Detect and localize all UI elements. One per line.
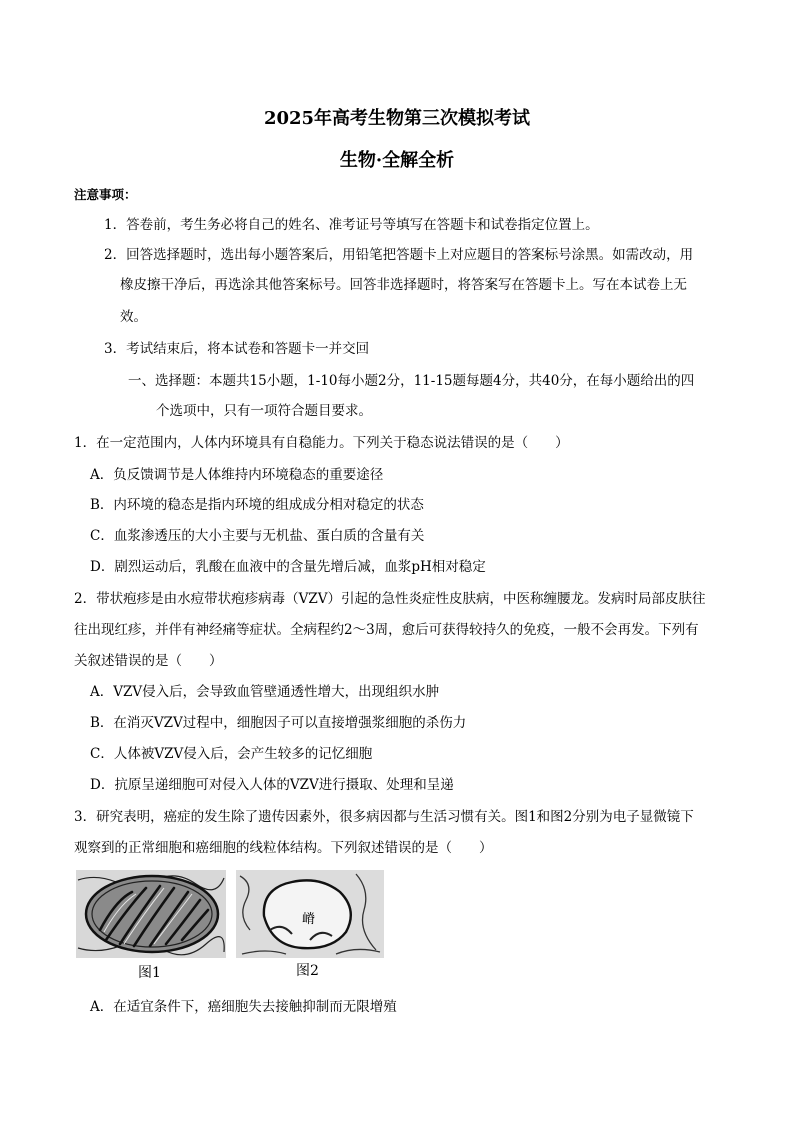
figure-2-label: 图2 bbox=[296, 963, 319, 979]
question-3-stem-cont: 观察到的正常细胞和癌细胞的线粒体结构。下列叙述错误的是（ ） bbox=[74, 840, 493, 856]
question-2-stem: 2．带状疱疹是由水痘带状疱疹病毒（VZV）引起的急性炎症性皮肤病，中医称缠腰龙。发病时局部皮肤往 bbox=[74, 591, 706, 607]
figure-1-normal-mitochondrion bbox=[76, 870, 226, 958]
question-2-option-c: C．人体被VZV侵入后，会产生较多的记忆细胞 bbox=[90, 746, 373, 762]
question-1-option-b: B．内环境的稳态是指内环境的组成成分相对稳定的状态 bbox=[90, 497, 424, 513]
question-2-stem-cont: 往出现红疹，并伴有神经痛等症状。全病程约2～3周，愈后可获得较持久的免疫，一般不会再发。下列有 bbox=[74, 622, 699, 638]
notice-item-1: 1．答卷前，考生务必将自己的姓名、准考证号等填写在答题卡和试卷指定位置上。 bbox=[104, 217, 599, 233]
notice-item-3: 3．考试结束后，将本试卷和答题卡一并交回 bbox=[104, 341, 370, 357]
question-2-stem-end: 关叙述错误的是（ ） bbox=[74, 653, 223, 669]
notice-item-2-cont: 橡皮擦干净后，再选涂其他答案标号。回答非选择题时，将答案写在答题卡上。写在本试卷上无 bbox=[120, 277, 687, 293]
section-instruction-cont: 个选项中，只有一项符合题目要求。 bbox=[156, 403, 372, 419]
question-1-option-d: D．剧烈运动后，乳酸在血液中的含量先增后减，血浆pH相对稳定 bbox=[90, 559, 486, 575]
notice-item-2: 2．回答选择题时，选出每小题答案后，用铅笔把答题卡上对应题目的答案标号涂黑。如需改动，用 bbox=[104, 247, 694, 263]
question-3-stem: 3．研究表明，癌症的发生除了遗传因素外，很多病因都与生活习惯有关。图1和图2分别为电子显微镜下 bbox=[74, 809, 694, 825]
exam-subtitle: 生物·全解全析 bbox=[339, 150, 455, 171]
exam-title: 2025年高考生物第三次模拟考试 bbox=[263, 108, 531, 129]
figure-2-crista-mark: 嵴 bbox=[302, 912, 316, 927]
section-instruction: 一、选择题：本题共15小题，1-10每小题2分，11-15题每题4分，共40分，在每小题给出的四 bbox=[128, 373, 695, 389]
notice-heading: 注意事项： bbox=[74, 187, 137, 202]
notice-item-2-end: 效。 bbox=[120, 309, 147, 325]
question-2-option-b: B．在消灭VZV过程中，细胞因子可以直接增强浆细胞的杀伤力 bbox=[90, 715, 467, 731]
question-2-option-d: D．抗原呈递细胞可对侵入人体的VZV进行摄取、处理和呈递 bbox=[90, 777, 454, 793]
figure-1-label: 图1 bbox=[138, 965, 161, 981]
question-1-stem: 1．在一定范围内，人体内环境具有自稳能力。下列关于稳态说法错误的是（ ） bbox=[74, 435, 569, 451]
question-3-option-a: A．在适宜条件下，癌细胞失去接触抑制而无限增殖 bbox=[90, 999, 397, 1015]
question-2-option-a: A．VZV侵入后，会导致血管壁通透性增大，出现组织水肿 bbox=[90, 684, 440, 700]
question-1-option-c: C．血浆渗透压的大小主要与无机盐、蛋白质的含量有关 bbox=[90, 528, 425, 544]
question-1-option-a: A．负反馈调节是人体维持内环境稳态的重要途径 bbox=[90, 467, 384, 483]
